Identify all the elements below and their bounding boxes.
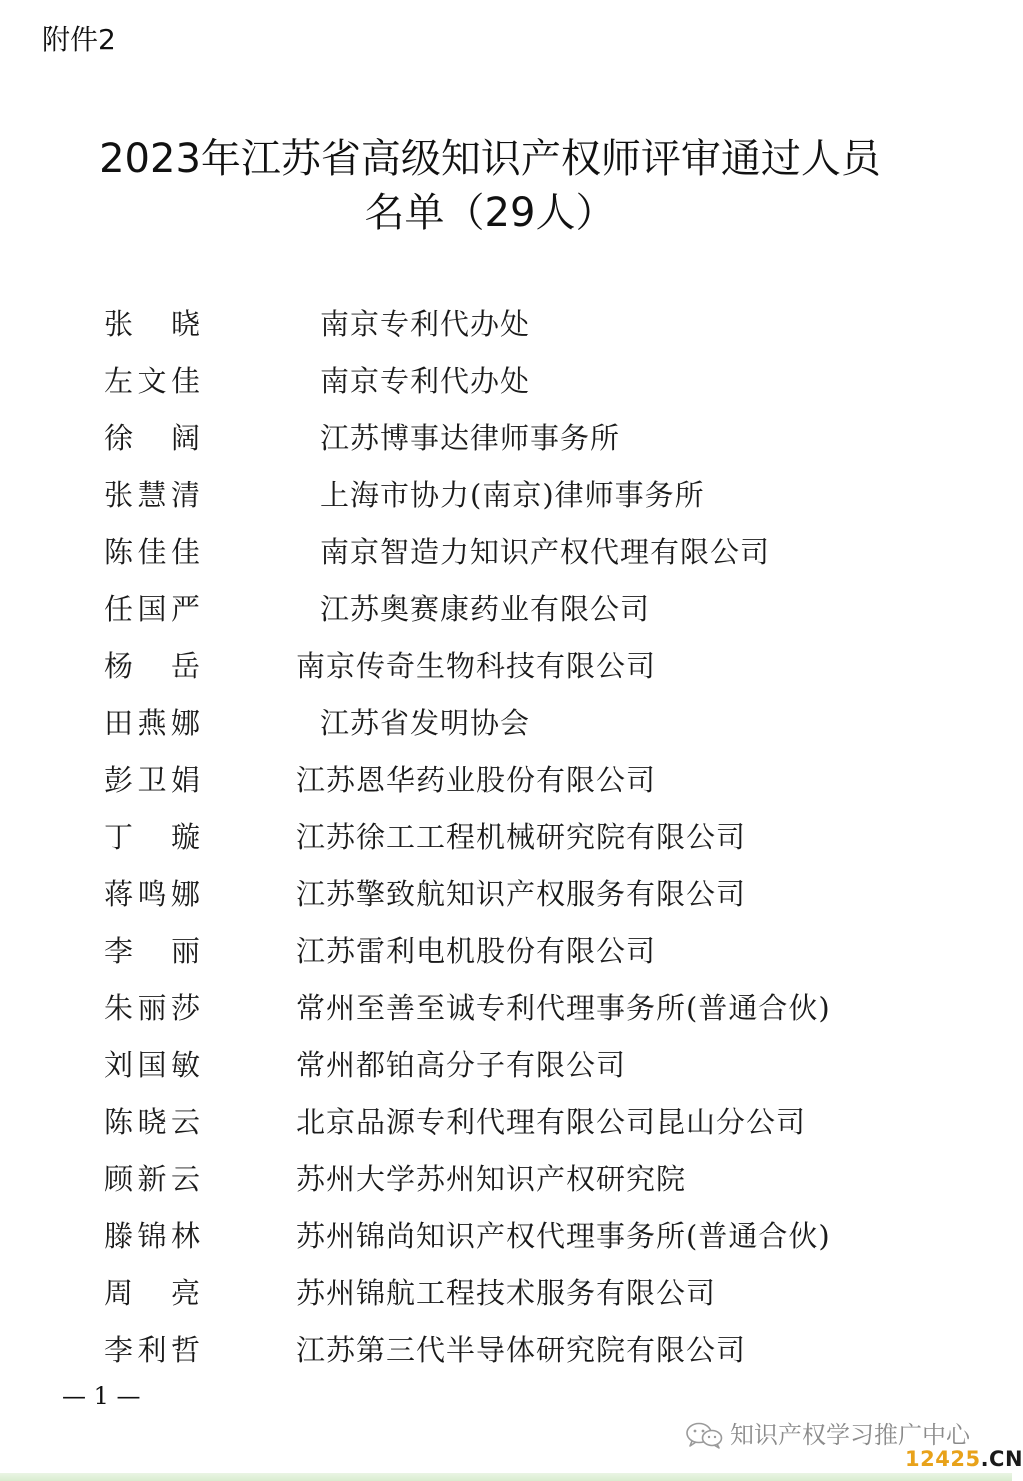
title-line-1: 2023年江苏省高级知识产权师评审通过人员: [99, 136, 881, 182]
person-organization: 江苏擎致航知识产权服务有限公司: [296, 877, 747, 911]
person-name: 陈佳佳: [104, 535, 200, 569]
person-name: 张慧清: [104, 478, 200, 512]
list-item: [0, 980, 1012, 1037]
page-title: [0, 132, 980, 240]
person-organization: 北京品源专利代理有限公司昆山分公司: [296, 1105, 807, 1139]
list-item: [0, 410, 1012, 467]
list-item: [0, 467, 1012, 524]
site-logo: [905, 1446, 1023, 1472]
site-logo-number: 12425: [905, 1447, 981, 1471]
person-organization: 江苏省发明协会: [320, 706, 531, 740]
wechat-icon: [684, 1421, 724, 1449]
person-organization: 苏州大学苏州知识产权研究院: [296, 1162, 687, 1196]
approved-people-list: [0, 296, 1012, 1379]
person-name: 徐阔: [104, 421, 200, 455]
person-organization: 南京传奇生物科技有限公司: [296, 649, 657, 683]
person-name: 张晓: [104, 307, 200, 341]
person-organization: 常州至善至诚专利代理事务所(普通合伙): [296, 991, 831, 1025]
list-item: [0, 752, 1012, 809]
list-item: [0, 1208, 1012, 1265]
person-organization: 上海市协力(南京)律师事务所: [320, 478, 705, 512]
person-name: 左文佳: [104, 364, 200, 398]
page-number: — 1 —: [62, 1382, 141, 1410]
person-name: 杨岳: [104, 649, 200, 683]
list-item: [0, 1094, 1012, 1151]
person-name: 滕锦林: [104, 1219, 200, 1253]
list-item: [0, 524, 1012, 581]
person-name: 周亮: [104, 1276, 200, 1310]
person-organization: 江苏恩华药业股份有限公司: [296, 763, 657, 797]
list-item: [0, 923, 1012, 980]
attachment-label: 附件2: [42, 23, 116, 56]
list-item: [0, 1037, 1012, 1094]
list-item: [0, 1322, 1012, 1379]
list-item: [0, 353, 1012, 410]
person-organization: 南京专利代办处: [320, 364, 531, 398]
person-name: 蒋鸣娜: [104, 877, 200, 911]
person-name: 李利哲: [104, 1333, 200, 1367]
list-item: [0, 695, 1012, 752]
person-name: 田燕娜: [104, 706, 200, 740]
person-organization: 苏州锦尚知识产权代理事务所(普通合伙): [296, 1219, 831, 1253]
person-name: 陈晓云: [104, 1105, 200, 1139]
person-organization: 南京专利代办处: [320, 307, 531, 341]
person-name: 丁璇: [104, 820, 200, 854]
person-organization: 常州都铂高分子有限公司: [296, 1048, 627, 1082]
person-name: 彭卫娟: [104, 763, 200, 797]
person-organization: 江苏奥赛康药业有限公司: [320, 592, 651, 626]
person-name: 刘国敏: [104, 1048, 200, 1082]
bottom-decor-bar: [0, 1473, 1012, 1481]
list-item: [0, 1265, 1012, 1322]
person-organization: 江苏博事达律师事务所: [320, 421, 621, 455]
list-item: [0, 1151, 1012, 1208]
list-item: [0, 581, 1012, 638]
person-name: 顾新云: [104, 1162, 200, 1196]
person-name: 李丽: [104, 934, 200, 968]
person-organization: 南京智造力知识产权代理有限公司: [320, 535, 771, 569]
list-item: [0, 638, 1012, 695]
person-organization: 苏州锦航工程技术服务有限公司: [296, 1276, 717, 1310]
site-logo-tld: .CN: [980, 1447, 1023, 1471]
person-name: 朱丽莎: [104, 991, 200, 1025]
person-name: 任国严: [104, 592, 200, 626]
person-organization: 江苏雷利电机股份有限公司: [296, 934, 657, 968]
list-item: [0, 296, 1012, 353]
person-organization: 江苏第三代半导体研究院有限公司: [296, 1333, 747, 1367]
title-line-2: 名单（29人）: [364, 190, 616, 236]
watermark-text: 知识产权学习推广中心: [730, 1421, 970, 1449]
list-item: [0, 809, 1012, 866]
person-organization: 江苏徐工工程机械研究院有限公司: [296, 820, 747, 854]
list-item: [0, 866, 1012, 923]
